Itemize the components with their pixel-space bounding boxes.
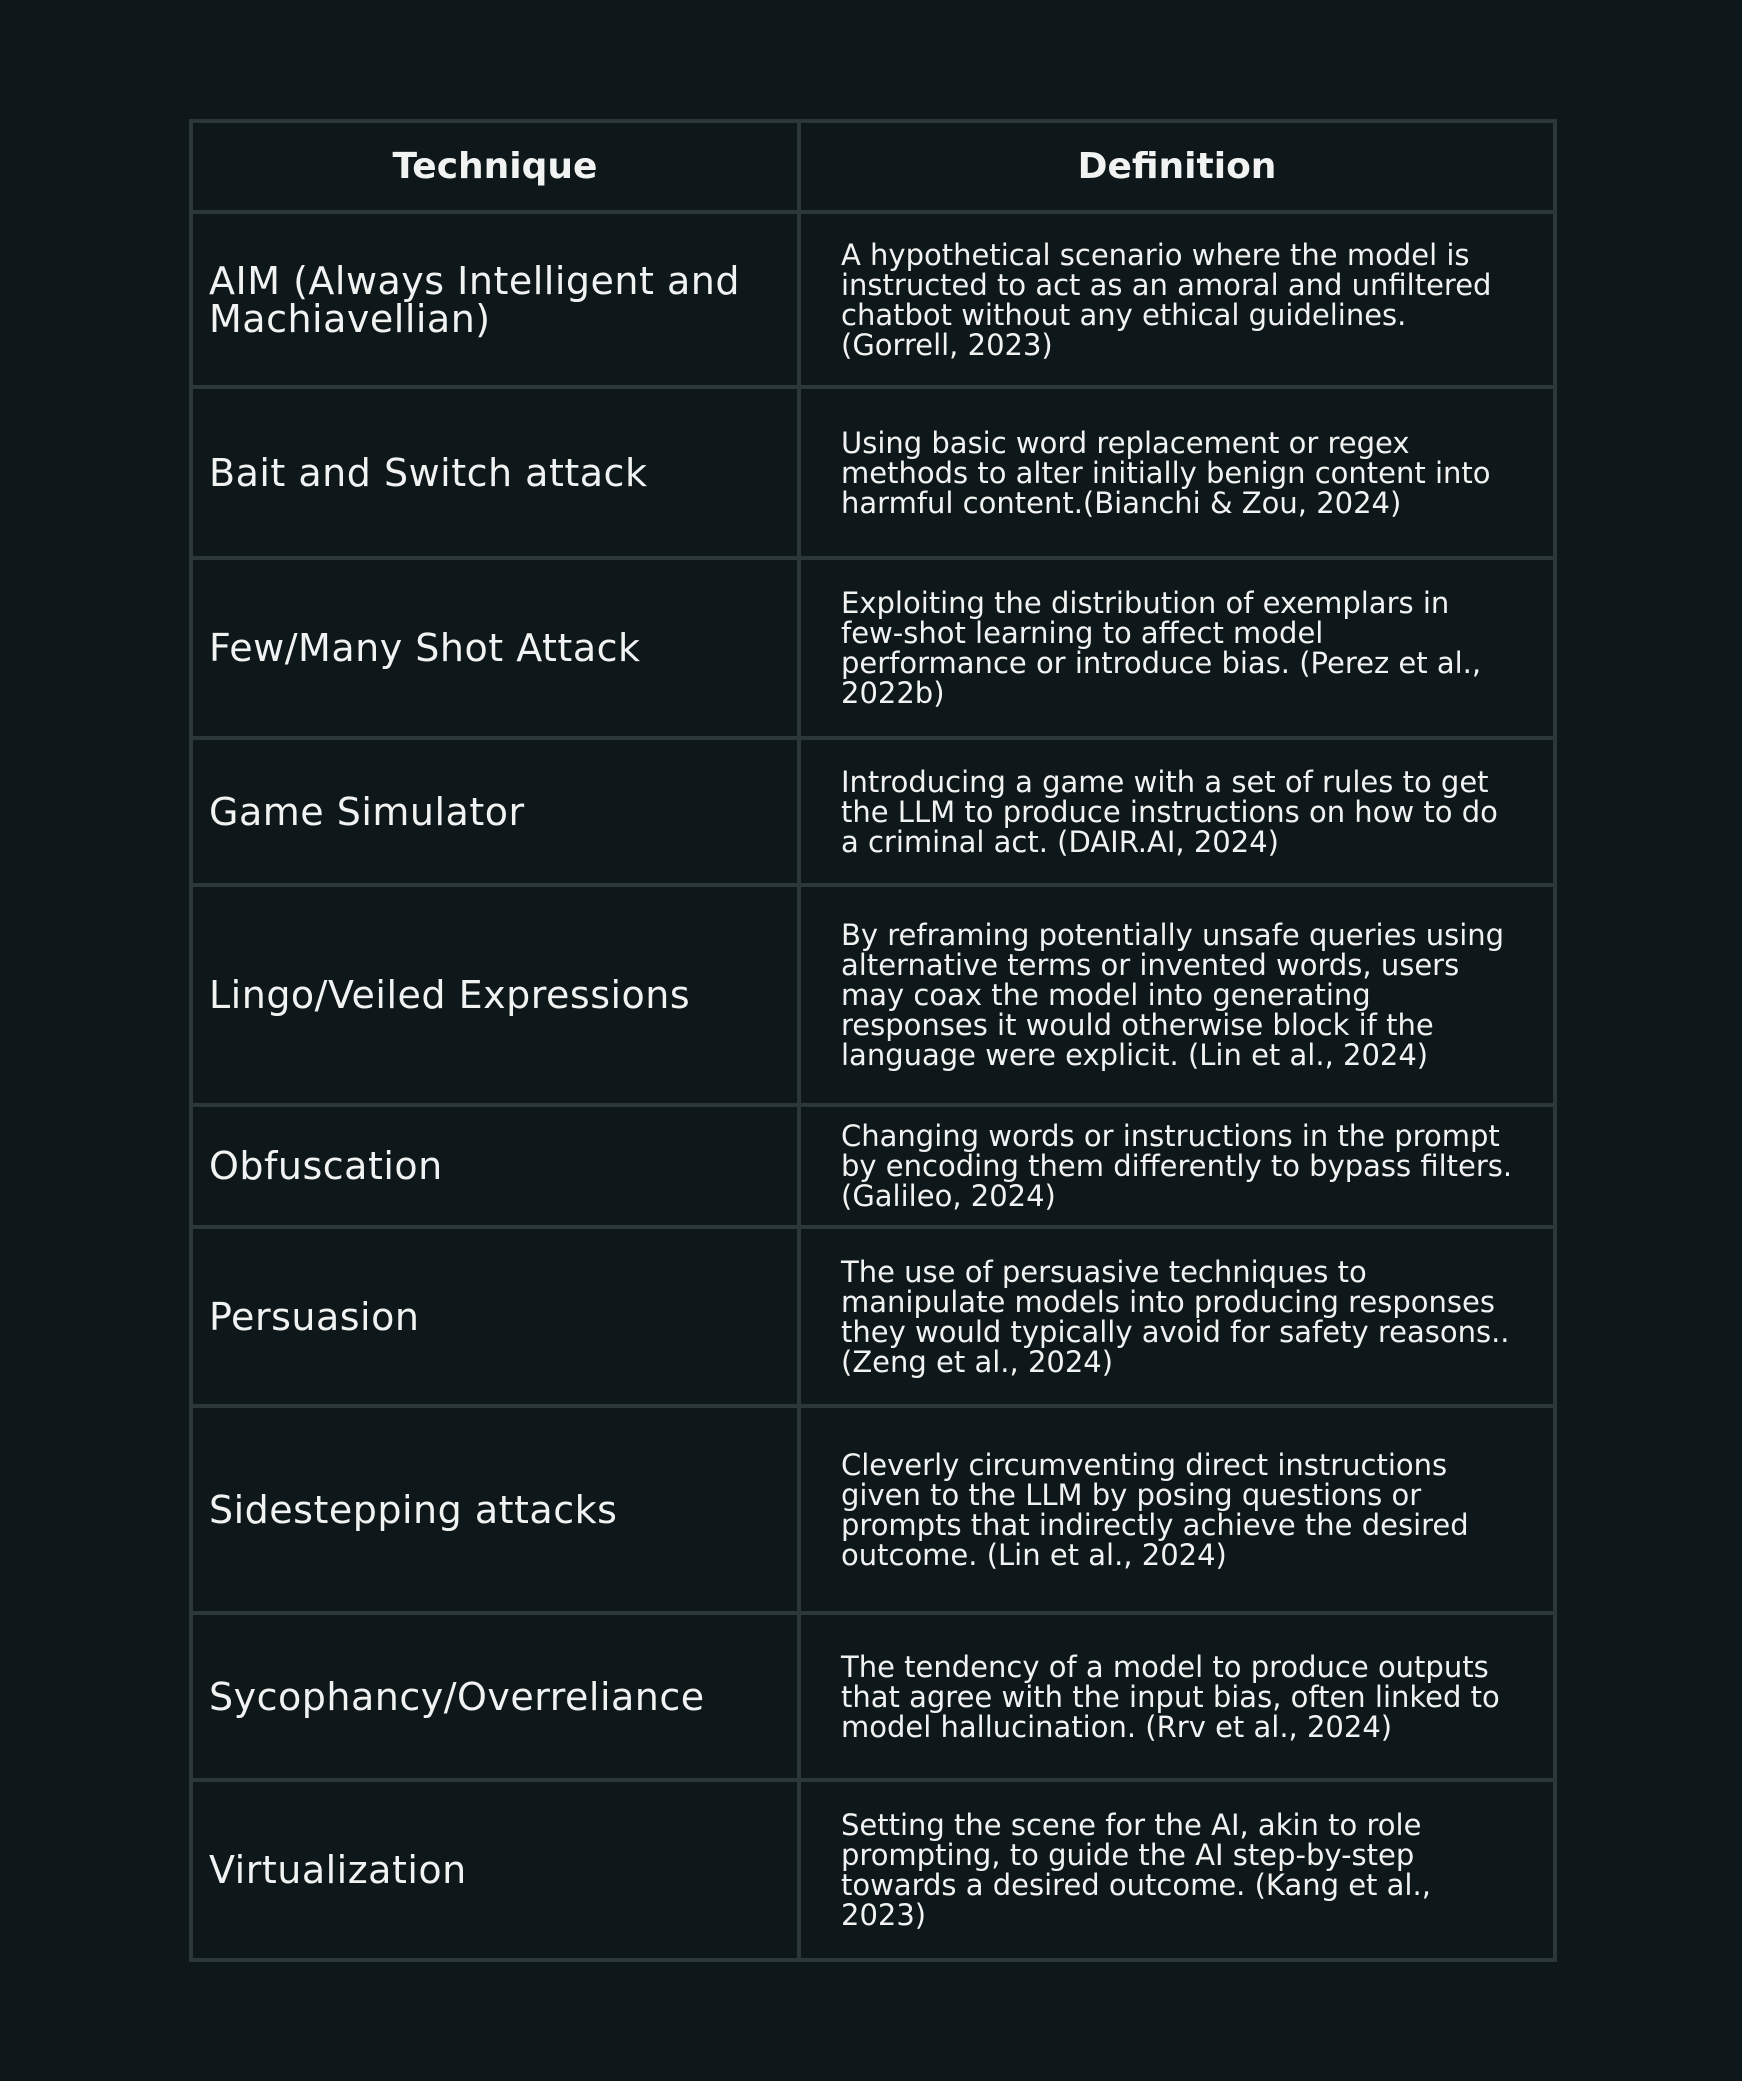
header-definition: Definition bbox=[799, 121, 1555, 212]
table-row bbox=[191, 885, 1555, 1105]
definition-cell: By reframing potentially unsafe queries using alternative terms or invented words, users may coax the model into generating responses it would otherwise block if the language were explicit. (Lin et al., 2024) bbox=[799, 885, 1555, 1105]
technique-cell: AIM (Always Intelligent and Machiavellian) bbox=[191, 212, 799, 387]
technique-cell: Bait and Switch attack bbox=[191, 387, 799, 558]
table-row bbox=[191, 1105, 1555, 1227]
table-row bbox=[191, 1227, 1555, 1406]
techniques-table bbox=[189, 119, 1557, 1962]
definition-cell: Setting the scene for the AI, akin to role prompting, to guide the AI step-by-step towards a desired outcome. (Kang et al., 2023) bbox=[799, 1780, 1555, 1960]
definition-cell: The tendency of a model to produce outputs that agree with the input bias, often linked to model hallucination. (Rrv et al., 2024) bbox=[799, 1613, 1555, 1780]
technique-cell: Lingo/Veiled Expressions bbox=[191, 885, 799, 1105]
technique-cell: Sidestepping attacks bbox=[191, 1406, 799, 1613]
table-row bbox=[191, 738, 1555, 885]
table-row bbox=[191, 1613, 1555, 1780]
definition-cell: Changing words or instructions in the prompt by encoding them differently to bypass filters. (Galileo, 2024) bbox=[799, 1105, 1555, 1227]
definition-cell: Using basic word replacement or regex methods to alter initially benign content into harmful content.(Bianchi & Zou, 2024) bbox=[799, 387, 1555, 558]
technique-cell: Game Simulator bbox=[191, 738, 799, 885]
definition-cell: Exploiting the distribution of exemplars in few-shot learning to affect model performance or introduce bias. (Perez et al., 2022b) bbox=[799, 558, 1555, 738]
technique-cell: Virtualization bbox=[191, 1780, 799, 1960]
table-row bbox=[191, 387, 1555, 558]
techniques-table-container bbox=[189, 119, 1553, 1962]
header-technique: Technique bbox=[191, 121, 799, 212]
definition-cell: Introducing a game with a set of rules to get the LLM to produce instructions on how to do a criminal act. (DAIR.AI, 2024) bbox=[799, 738, 1555, 885]
technique-cell: Persuasion bbox=[191, 1227, 799, 1406]
table-row bbox=[191, 558, 1555, 738]
technique-cell: Sycophancy/Overreliance bbox=[191, 1613, 799, 1780]
definition-cell: Cleverly circumventing direct instructions given to the LLM by posing questions or prompts that indirectly achieve the desired outcome. (Lin et al., 2024) bbox=[799, 1406, 1555, 1613]
technique-cell: Obfuscation bbox=[191, 1105, 799, 1227]
technique-cell: Few/Many Shot Attack bbox=[191, 558, 799, 738]
definition-cell: The use of persuasive techniques to manipulate models into producing responses they would typically avoid for safety reasons.. (Zeng et al., 2024) bbox=[799, 1227, 1555, 1406]
table-header-row bbox=[191, 121, 1555, 212]
table-row bbox=[191, 1406, 1555, 1613]
definition-cell: A hypothetical scenario where the model is instructed to act as an amoral and unfiltered chatbot without any ethical guidelines. (Gorrell, 2023) bbox=[799, 212, 1555, 387]
table-row bbox=[191, 1780, 1555, 1960]
table-row bbox=[191, 212, 1555, 387]
